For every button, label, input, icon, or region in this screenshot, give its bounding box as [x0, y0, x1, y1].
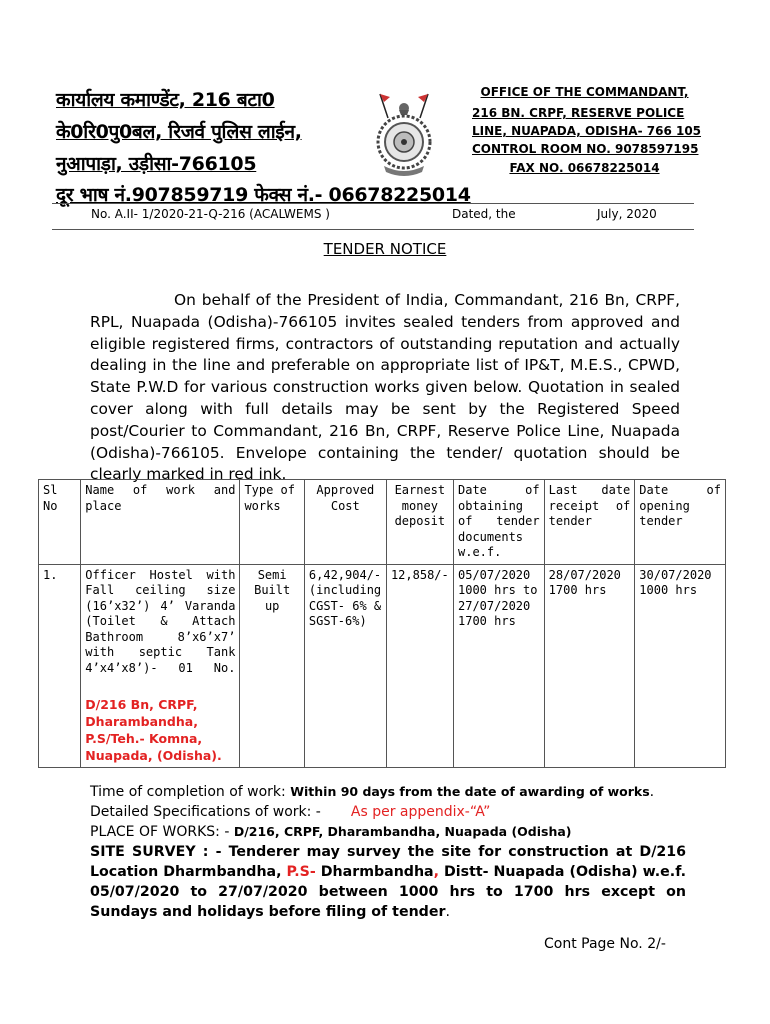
row-opening-date: 30/07/2020 1000 hrs: [635, 564, 726, 768]
completion-label: Time of completion of work:: [90, 784, 291, 800]
completion-line: [90, 784, 686, 800]
body-paragraph: On behalf of the President of India, Commandant, 216 Bn, CRPF, RPL, Nuapada (Odisha)-766105 invites sealed tenders from approved and eligible registered firms, contractors of outstanding reputation and actually dealing in the line and preferable on appropriate list of IP&T, M.E.S., CPWD, State P.W.D for various construction works given below. Quotation in sealed cover along with full details may be sent by the Registered Speed post/Courier to Commandant, 216 Bn, CRPF, Reserve Police Line, Nuapada (Odisha)-766105. Envelope containing the tender/ quotation should be clearly marked in red ink.: [90, 291, 680, 484]
row-sl: 1.: [39, 564, 81, 768]
reference-divider: [52, 229, 694, 230]
control-room-number: CONTROL ROOM NO. 9078597195: [472, 142, 699, 156]
site-survey-part2: Dharmbandha: [315, 864, 434, 880]
table-header-row: [39, 480, 726, 565]
specifications-value: As per appendix-“A”: [350, 804, 491, 820]
completion-end: .: [649, 784, 655, 800]
page-title: TENDER NOTICE: [323, 240, 447, 258]
english-office-title: OFFICE OF THE COMMANDANT,: [480, 85, 689, 99]
header-last-date: Last date receipt of tender: [544, 480, 635, 565]
row-work-cell: [81, 564, 240, 768]
header-type-of-works: Type of works: [240, 480, 304, 565]
completion-value: Within 90 days from the date of awarding of works: [290, 784, 650, 799]
specifications-label: Detailed Specifications of work: -: [90, 804, 321, 820]
specifications-line: [90, 804, 686, 820]
hindi-phone-fax: दूर भाष नं.907859719 फेक्स नं.- 06678225014: [56, 184, 471, 206]
site-survey-comma: ,: [433, 864, 440, 880]
row-cost: 6,42,904/- (including CGST- 6% & SGST-6%): [304, 564, 386, 768]
row-doc-dates: 05/07/2020 1000 hrs to 27/07/2020 1700 hrs: [454, 564, 545, 768]
site-survey-paragraph: [90, 842, 686, 922]
table-row: [39, 564, 726, 768]
hindi-office-title: कार्यालय कमाण्डेंट, 216 बटा0: [56, 89, 275, 111]
reference-number: No. A.II- 1/2020-21-Q-216 (ACALWEMS ): [91, 207, 330, 221]
site-survey-part1: SITE SURVEY : - Tenderer may survey the site for construction at D/216 Location Dharmbandha,: [90, 844, 686, 880]
header-name-of-work: Name of work and place: [81, 480, 240, 565]
header-earnest-money: Earnest money deposit: [386, 480, 453, 565]
site-survey-ps: P.S-: [286, 864, 316, 880]
continuation-note: Cont Page No. 2/-: [544, 936, 666, 952]
place-of-works-line: [90, 824, 686, 840]
english-office-address-line1: 216 BN. CRPF, RESERVE POLICE: [472, 106, 685, 120]
hindi-office-address-line2: नुआपाड़ा, उड़ीसा-766105: [56, 153, 257, 175]
row-work-description: Officer Hostel with Fall ceiling size (16’x32’) 4’ Varanda (Toilet & Attach Bathroom 8’x6’x7’ with septic Tank 4’x4’x8’)- 01 No.: [85, 567, 236, 675]
header-divider: [52, 203, 694, 204]
row-emd: 12,858/-: [386, 564, 453, 768]
reference-date: July, 2020: [597, 207, 657, 221]
english-office-address-line2: LINE, NUAPADA, ODISHA- 766 105: [472, 124, 702, 138]
crpf-emblem-icon: [362, 88, 446, 180]
fax-number: FAX NO. 06678225014: [509, 161, 660, 175]
place-of-works-value: D/216, CRPF, Dharambandha, Nuapada (Odisha): [233, 824, 572, 839]
row-last-date: 28/07/2020 1700 hrs: [544, 564, 635, 768]
header-date-obtaining: Date of obtaining of tender documents w.e.f.: [454, 480, 545, 565]
row-work-location: D/216 Bn, CRPF, Dharambandha, P.S/Teh.- Komna, Nuapada, (Odisha).: [85, 697, 222, 763]
place-of-works-label: PLACE OF WORKS: -: [90, 824, 234, 840]
header-sl-no: Sl No: [39, 480, 81, 565]
dated-label: Dated, the: [452, 207, 516, 221]
tender-table: [38, 479, 726, 768]
header-date-opening: Date of opening tender: [635, 480, 726, 565]
site-survey-part3: Distt- Nuapada (Odisha) w.e.f. 05/07/2020 to 27/07/2020 between 1000 hrs to 1700 hrs except on Sundays and holidays before filing of tender: [90, 864, 686, 920]
hindi-office-address-line1: के0रि0पु0बल, रिजर्व पुलिस लाईन,: [56, 121, 302, 143]
header-approved-cost: Approved Cost: [304, 480, 386, 565]
site-survey-end: .: [445, 904, 450, 920]
row-type: Semi Built up: [240, 564, 304, 768]
